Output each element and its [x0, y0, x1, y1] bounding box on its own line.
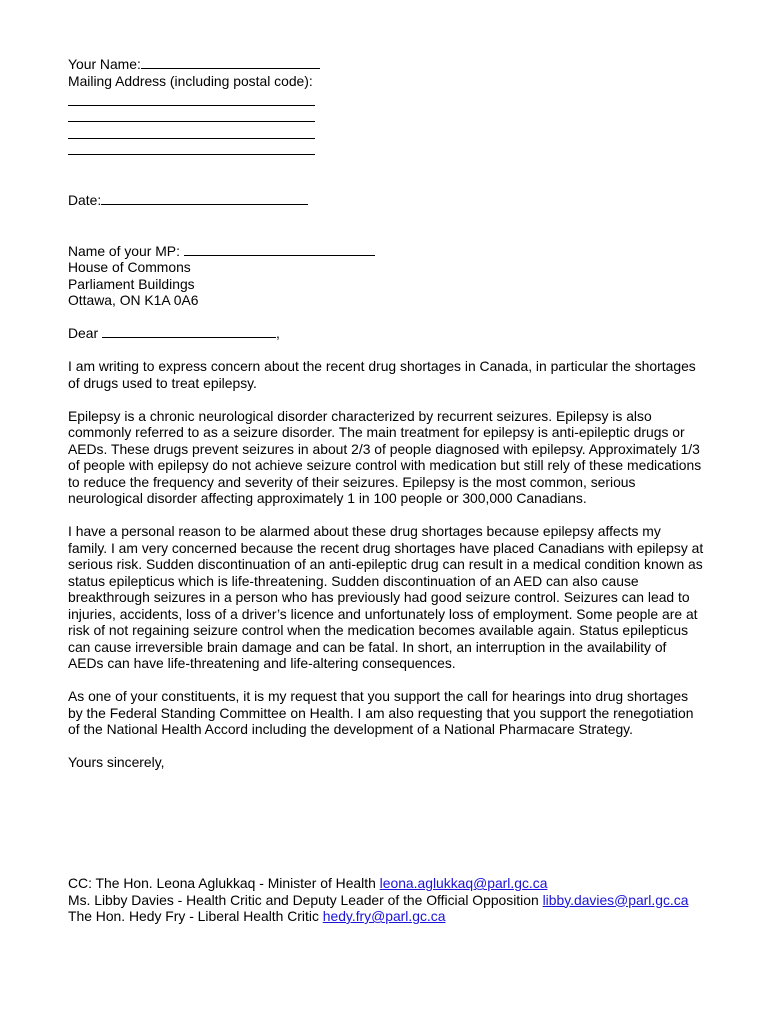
salutation [68, 325, 708, 342]
mp-label: Name of your MP: [68, 242, 180, 259]
paragraph-line: breakthrough seizures in a person who has previously had good seizure control. Seizures can lead to [68, 589, 690, 605]
cc-recipient-3: The Hon. Hedy Fry - Liberal Health Critic [68, 908, 319, 924]
recipient-line-3: Ottawa, ON K1A 0A6 [68, 292, 199, 308]
paragraph-line: I have a personal reason to be alarmed about these drug shortages because epilepsy affects my [68, 523, 661, 539]
paragraph-3 [68, 523, 708, 672]
date-field[interactable] [101, 192, 308, 205]
salutation-name-field[interactable] [102, 325, 276, 338]
paragraph-line: Epilepsy is a chronic neurological disorder characterized by recurrent seizures. Epilepsy is also [68, 407, 652, 424]
email-link-fry[interactable]: hedy.fry@parl.gc.ca [322, 908, 446, 924]
recipient-line-1: House of Commons [68, 259, 191, 275]
paragraph-line: to reduce the frequency and severity of their seizures. Epilepsy is the most common, serious [68, 473, 636, 490]
paragraph-1 [68, 358, 708, 391]
cc-recipient-2: Ms. Libby Davies - Health Critic and Deputy Leader of the Official Opposition [68, 891, 539, 908]
paragraph-line: commonly referred to as a seizure disorder. The main treatment for epilepsy is anti-epileptic drugs or [68, 424, 685, 440]
paragraph-line: injuries, accidents, loss of a driver’s licence and unfortunately loss of employment. Some people are at [68, 605, 698, 622]
paragraph-4 [68, 688, 708, 738]
paragraph-line: serious risk. Sudden discontinuation of an anti-epileptic drug can result in a medical condition known as [68, 556, 703, 572]
paragraph-line: of drugs used to treat epilepsy. [68, 374, 257, 391]
letter-body [68, 56, 708, 771]
date-row [68, 192, 708, 209]
closing: Yours sincerely, [68, 754, 165, 770]
paragraph-line: of the National Health Accord including the development of a National Pharmacare Strategy. [68, 721, 633, 737]
cc-list [68, 875, 688, 925]
paragraph-line: As one of your constituents, it is my request that you support the call for hearings into drug shortages [68, 688, 689, 704]
cc-line-1 [68, 875, 688, 892]
address-field-line-4[interactable] [68, 139, 315, 156]
address-field-line-2[interactable] [68, 106, 315, 123]
paragraph-line: can cause irreversible brain damage and can be fatal. In short, an interruption in the availability of [68, 638, 667, 655]
paragraph-line: neurological disorder affecting approximately 1 in 100 people or 300,000 Canadians. [68, 490, 587, 506]
your-name-label: Your Name: [68, 56, 141, 72]
address-field-line-1[interactable] [68, 89, 315, 106]
address-field-line-3[interactable] [68, 122, 315, 139]
your-name-field[interactable] [141, 56, 320, 69]
paragraph-line: family. I am very concerned because the recent drug shortages have placed Canadians with epilepsy at [68, 539, 704, 556]
paragraph-line: of people with epilepsy do not achieve seizure control with medication but still rely of these medications [68, 457, 702, 473]
cc-line-2 [68, 892, 688, 909]
date-label: Date: [68, 192, 102, 208]
paragraph-2 [68, 408, 708, 507]
email-link-aglukkaq[interactable]: leona.aglukkaq@parl.gc.ca [379, 875, 548, 891]
recipient-line-2: Parliament Buildings [68, 275, 195, 292]
salutation-prefix: Dear [68, 325, 99, 341]
mailing-address-label: Mailing Address (including postal code): [68, 72, 313, 89]
cc-line-3 [68, 908, 688, 925]
paragraph-line: by the Federal Standing Committee on Health. I am also requesting that you support the renegotiation [68, 704, 694, 721]
mp-name-field[interactable] [184, 243, 375, 256]
paragraph-line: risk of not regaining seizure control when the medication becomes available again. Status epilepticus [68, 622, 689, 638]
cc-recipient-1: CC: The Hon. Leona Aglukkaq - Minister of Health [68, 875, 376, 891]
salutation-comma: , [275, 325, 280, 341]
your-name-row [68, 56, 708, 73]
mp-row [68, 243, 708, 260]
email-link-davies[interactable]: libby.davies@parl.gc.ca [542, 891, 689, 908]
paragraph-line: AEDs. These drugs prevent seizures in about 2/3 of people diagnosed with epilepsy. Approximately 1/3 [68, 440, 700, 457]
paragraph-line: status epilepticus which is life-threatening. Sudden discontinuation of an AED can also cause [68, 572, 639, 589]
paragraph-line: AEDs can have life-threatening and life-altering consequences. [68, 655, 456, 671]
paragraph-line: I am writing to express concern about the recent drug shortages in Canada, in particular the shortages [68, 358, 696, 374]
